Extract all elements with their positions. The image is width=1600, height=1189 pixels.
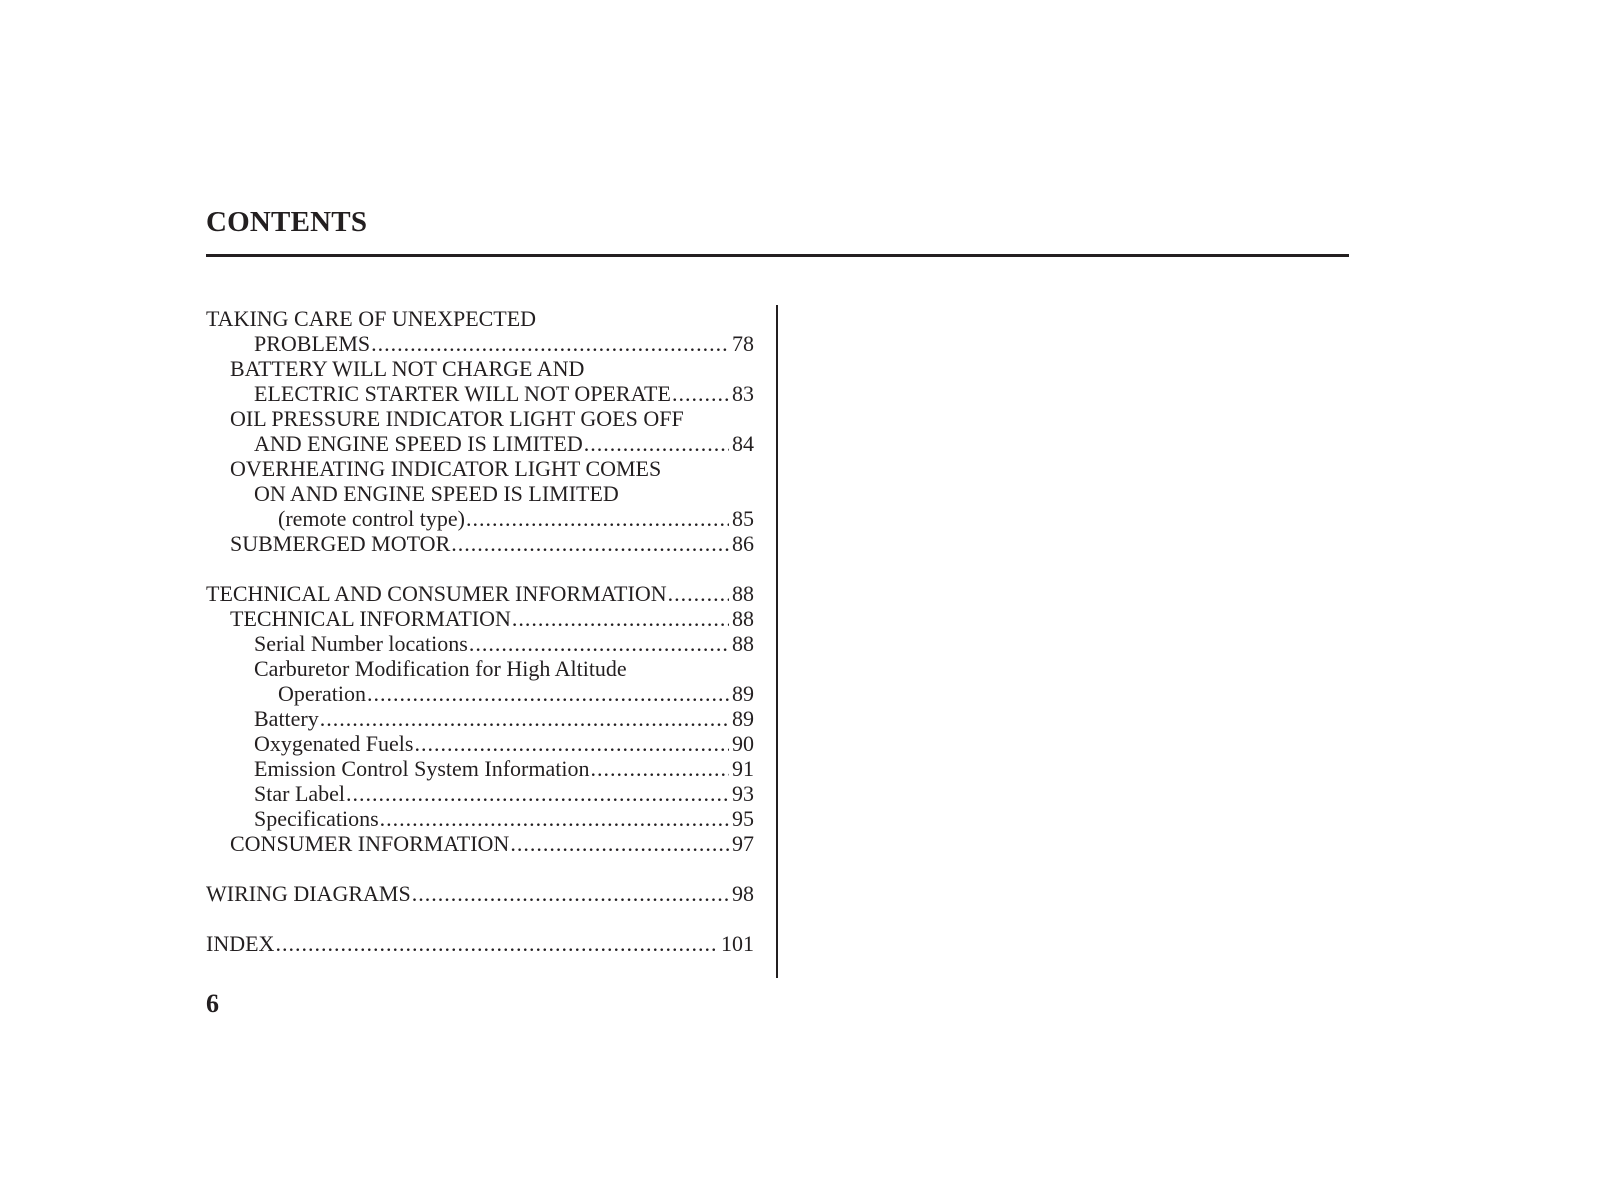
- toc-page-number: 88: [732, 581, 754, 606]
- toc-page-number: 93: [732, 781, 754, 806]
- toc-page-number: 88: [732, 606, 754, 631]
- toc-entry-battery[interactable]: [206, 706, 754, 731]
- toc-entry-text: TAKING CARE OF UNEXPECTED: [206, 306, 537, 331]
- toc-entry-on-and-engine-speed[interactable]: [206, 481, 754, 506]
- toc-entry-text: OVERHEATING INDICATOR LIGHT COMES: [230, 456, 662, 481]
- toc-entry-operation[interactable]: [206, 681, 754, 706]
- toc-entry-text: TECHNICAL AND CONSUMER INFORMATION: [206, 581, 667, 606]
- toc-entry-serial-number-locations[interactable]: [206, 631, 754, 656]
- toc-entry-index[interactable]: [206, 906, 754, 956]
- toc-leader-dots: [584, 431, 729, 456]
- toc-entry-text: Serial Number locations: [254, 631, 468, 656]
- toc-entry-technical-and-consumer[interactable]: [206, 556, 754, 606]
- toc-page-number: 83: [732, 381, 754, 406]
- toc-entry-text: Emission Control System Information: [254, 756, 590, 781]
- table-of-contents: [206, 306, 754, 956]
- toc-page-number: 91: [732, 756, 754, 781]
- toc-entry-text: CONSUMER INFORMATION: [230, 831, 510, 856]
- toc-leader-dots: [591, 756, 730, 781]
- toc-page-number: 85: [732, 506, 754, 531]
- toc-page-number: 90: [732, 731, 754, 756]
- page-number: 6: [206, 989, 219, 1018]
- toc-entry-emission-control[interactable]: [206, 756, 754, 781]
- toc-entry-text: Carburetor Modification for High Altitude: [254, 656, 627, 681]
- toc-leader-dots: [451, 531, 729, 556]
- toc-leader-dots: [367, 681, 729, 706]
- toc-page-number: 89: [732, 681, 754, 706]
- toc-entry-carburetor-modification[interactable]: [206, 656, 754, 681]
- toc-entry-electric-starter[interactable]: [206, 381, 754, 406]
- toc-entry-text: ELECTRIC STARTER WILL NOT OPERATE: [254, 381, 671, 406]
- toc-leader-dots: [466, 506, 729, 531]
- toc-page-number: 84: [732, 431, 754, 456]
- toc-page-number: 89: [732, 706, 754, 731]
- toc-leader-dots: [469, 631, 729, 656]
- toc-entry-text: Oxygenated Fuels: [254, 731, 414, 756]
- toc-entry-text: Star Label: [254, 781, 346, 806]
- toc-entry-text: BATTERY WILL NOT CHARGE AND: [230, 356, 585, 381]
- toc-entry-text: ON AND ENGINE SPEED IS LIMITED: [254, 481, 619, 506]
- toc-leader-dots: [510, 831, 729, 856]
- toc-leader-dots: [412, 881, 729, 906]
- column-divider: [776, 305, 778, 978]
- toc-leader-dots: [346, 781, 729, 806]
- toc-entry-text: AND ENGINE SPEED IS LIMITED: [254, 431, 583, 456]
- toc-page-number: 88: [732, 631, 754, 656]
- toc-entry-oxygenated-fuels[interactable]: [206, 731, 754, 756]
- toc-entry-oil-pressure[interactable]: [206, 406, 754, 431]
- toc-page-number: 98: [732, 881, 754, 906]
- toc-page-number: 86: [732, 531, 754, 556]
- toc-entry-text: PROBLEMS: [254, 331, 371, 356]
- toc-leader-dots: [275, 931, 718, 956]
- toc-entry-text: OIL PRESSURE INDICATOR LIGHT GOES OFF: [230, 406, 684, 431]
- toc-leader-dots: [380, 806, 729, 831]
- toc-entry-battery-will-not-charge[interactable]: [206, 356, 754, 381]
- toc-entry-text: TECHNICAL INFORMATION: [230, 606, 511, 631]
- toc-leader-dots: [672, 381, 729, 406]
- toc-leader-dots: [668, 581, 729, 606]
- toc-leader-dots: [320, 706, 729, 731]
- toc-entry-text: (remote control type): [278, 506, 465, 531]
- toc-entry-problems[interactable]: [206, 331, 754, 356]
- toc-entry-text: Operation: [278, 681, 366, 706]
- toc-entry-submerged-motor[interactable]: [206, 531, 754, 556]
- toc-page-number: 97: [732, 831, 754, 856]
- toc-entry-specifications[interactable]: [206, 806, 754, 831]
- toc-entry-text: SUBMERGED MOTOR: [230, 531, 451, 556]
- toc-entry-engine-speed-limited[interactable]: [206, 431, 754, 456]
- title-rule: [206, 254, 1349, 257]
- page-title: CONTENTS: [206, 206, 368, 238]
- toc-leader-dots: [371, 331, 729, 356]
- toc-entry-text: Battery: [254, 706, 319, 731]
- toc-page-number: 101: [721, 931, 754, 956]
- toc-entry-consumer-information[interactable]: [206, 831, 754, 856]
- toc-entry-text: Specifications: [254, 806, 379, 831]
- toc-page-number: 95: [732, 806, 754, 831]
- toc-entry-overheating[interactable]: [206, 456, 754, 481]
- toc-entry-technical-information[interactable]: [206, 606, 754, 631]
- toc-entry-text: WIRING DIAGRAMS: [206, 881, 411, 906]
- toc-entry-taking-care-heading[interactable]: [206, 306, 754, 331]
- toc-entry-text: INDEX: [206, 931, 275, 956]
- toc-page-number: 78: [732, 331, 754, 356]
- toc-entry-wiring-diagrams[interactable]: [206, 856, 754, 906]
- toc-entry-remote-control-type[interactable]: [206, 506, 754, 531]
- toc-entry-star-label[interactable]: [206, 781, 754, 806]
- toc-leader-dots: [414, 731, 729, 756]
- toc-leader-dots: [512, 606, 729, 631]
